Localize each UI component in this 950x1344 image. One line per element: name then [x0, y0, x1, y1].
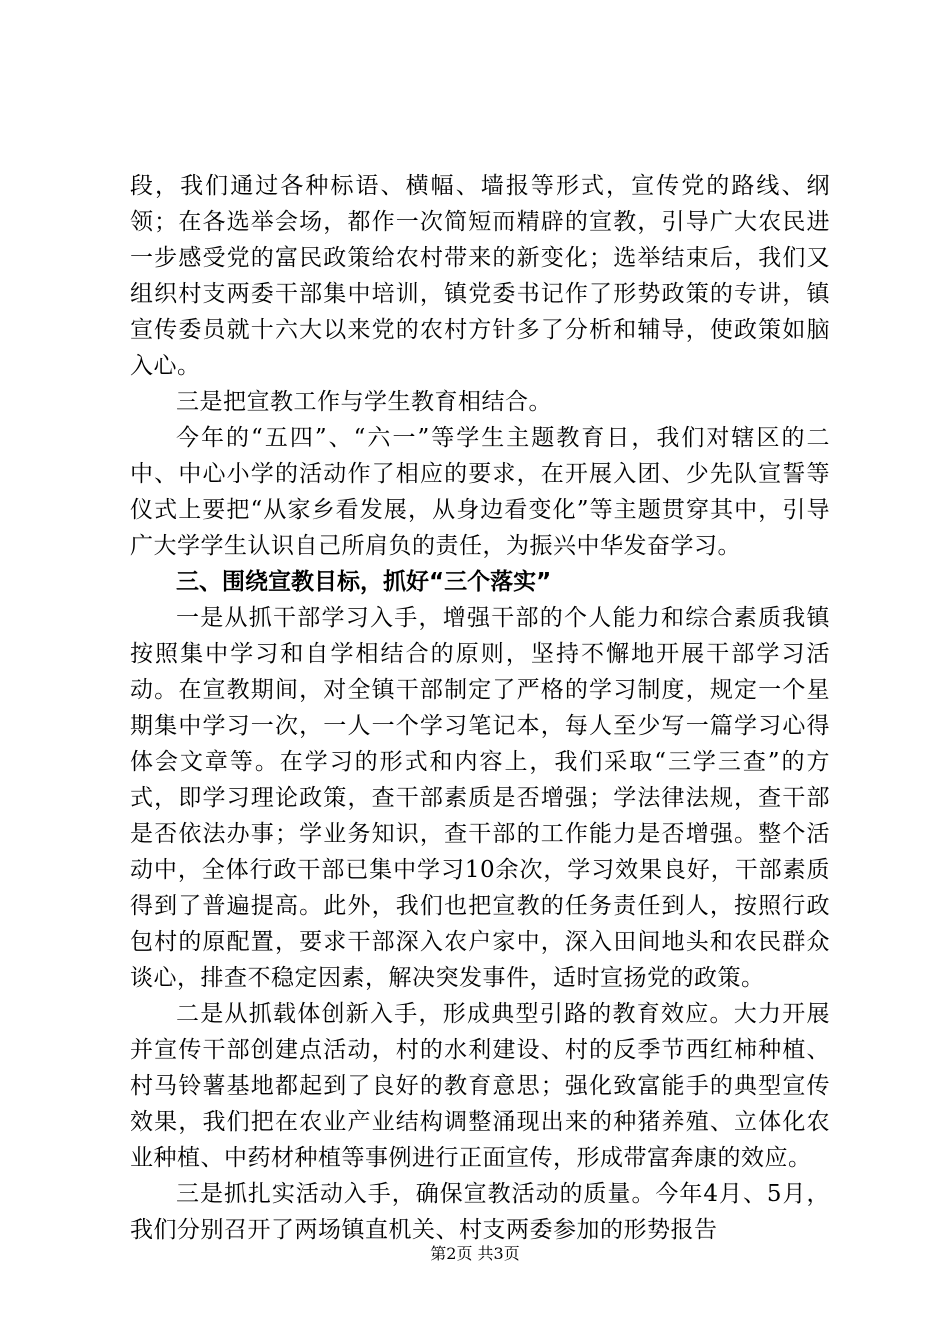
paragraph-6: 三是抓扎实活动入手，确保宣教活动的质量。今年4月、5月，我们分别召开了两场镇直机关、村支两委参加的形势报告: [130, 1181, 830, 1243]
paragraph-3: 今年的“五四”、“六一”等学生主题教育日，我们对辖区的二中、中心小学的活动作了相应的要求，在开展入团、少先队宣誓等仪式上要把“从家乡看发展，从身边看变化”等主题贯穿其中，引导广大学学生认识自己所肩负的责任，为振兴中华发奋学习。: [130, 425, 830, 559]
section-heading: 三、围绕宣教目标，抓好“三个落实”: [176, 569, 552, 595]
paragraph-2: 三是把宣教工作与学生教育相结合。: [176, 389, 552, 415]
page-number-footer: 第2页 共3页: [430, 1244, 520, 1263]
paragraph-4: 一是从抓干部学习入手，增强干部的个人能力和综合素质我镇按照集中学习和自学相结合的原则，坚持不懈地开展干部学习活动。在宣教期间，对全镇干部制定了严格的学习制度，规定一个星期集中学习一次，一人一个学习笔记本，每人至少写一篇学习心得体会文章等。在学习的形式和内容上，我们采取“三学三查”的方式，即学习理论政策，查干部素质是否增强；学法律法规，查干部是否依法办事；学业务知识，查干部的工作能力是否增强。整个活动中，全体行政干部已集中学习10余次，学习效果良好，干部素质得到了普遍提高。此外，我们也把宣教的任务责任到人，按照行政包村的原配置，要求干部深入农户家中，深入田间地头和农民群众谈心，排查不稳定因素，解决突发事件，适时宣扬党的政策。: [130, 605, 830, 991]
document-body: [130, 168, 830, 1248]
paragraph-5: 二是从抓载体创新入手，形成典型引路的教育效应。大力开展并宣传干部创建点活动，村的水利建设、村的反季节西红柿种植、村马铃薯基地都起到了良好的教育意思；强化致富能手的典型宣传效果，我们把在农业产业结构调整涌现出来的种猪养殖、立体化农业种植、中药材种植等事例进行正面宣传，形成带富奔康的效应。: [130, 1001, 830, 1171]
paragraph-1: 段，我们通过各种标语、横幅、墙报等形式，宣传党的路线、纲领；在各选举会场，都作一次简短而精辟的宣教，引导广大农民进一步感受党的富民政策给农村带来的新变化；选举结束后，我们又组织村支两委干部集中培训，镇党委书记作了形势政策的专讲，镇宣传委员就十六大以来党的农村方针多了分析和辅导，使政策如脑入心。: [130, 173, 830, 379]
